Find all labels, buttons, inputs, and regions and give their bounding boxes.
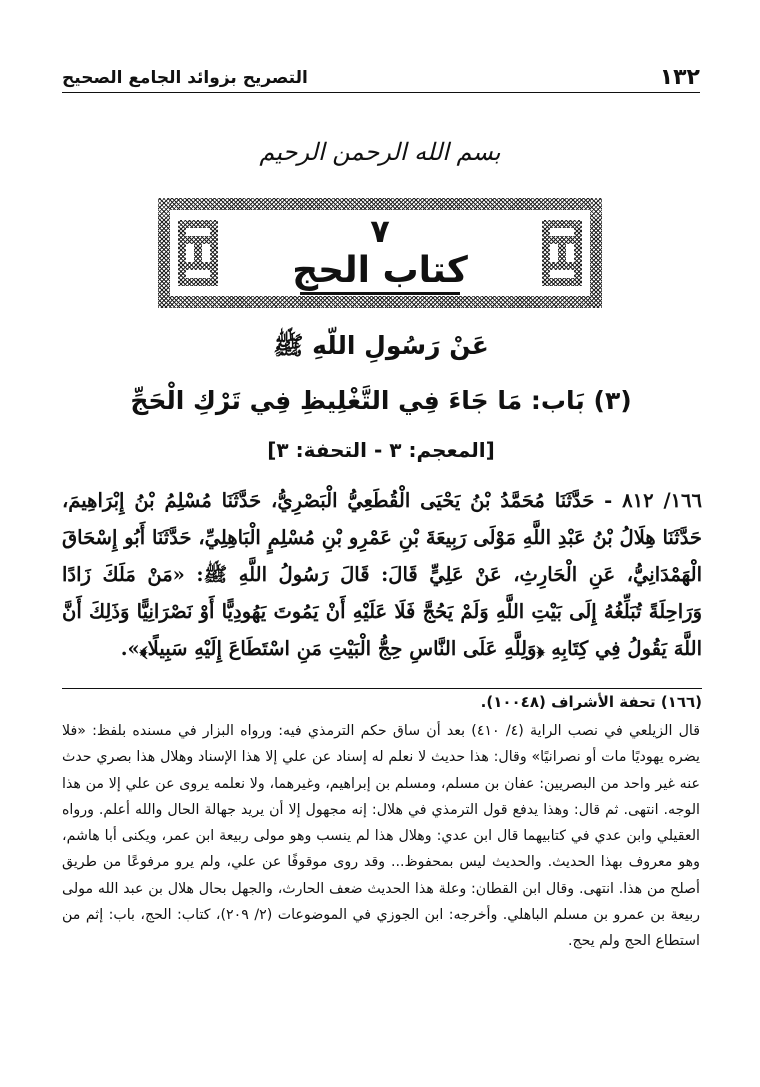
frame-border-left: [158, 198, 170, 308]
chapter-title-underline: [300, 292, 460, 295]
frame-border-right: [590, 198, 602, 308]
bab-title: (٣) بَاب: مَا جَاءَ فِي التَّغْلِيظِ فِي تَرْكِ الْحَجِّ: [130, 386, 632, 415]
chapter-name: كتاب الحج: [292, 250, 468, 291]
chapter-title-box: [230, 210, 530, 296]
book-title: التصريح بزوائد الجامع الصحيح: [62, 68, 308, 88]
frame-border-top: [158, 198, 602, 210]
chapter-number: ٧: [370, 212, 390, 250]
page-number: ١٣٢: [659, 65, 700, 90]
reference-line: [المعجم: ٣ - التحفة: ٣]: [267, 438, 495, 462]
running-header: [62, 58, 700, 93]
basmala-calligraphy: [230, 120, 530, 184]
footnote-reference: (١٦٦) تحفة الأشراف (١٠٠٤٨).: [62, 688, 702, 711]
hadith-text: ١٦٦/ ٨١٢ - حَدَّثَنَا مُحَمَّدُ بْنُ يَحْيَى الْقُطَعِيُّ الْبَصْرِيُّ، حَدَّثَنَا مُسْلِمُ بْنُ إِبْرَاهِيمَ، حَدَّثَنَا هِلَالُ بْنُ عَبْدِ اللَّهِ مَوْلَى رَبِيعَةَ بْنِ عَمْرِو بْنِ مُسْلِمٍ الْبَاهِلِيِّ، حَدَّثَنَا أَبُو إِسْحَاقَ الْهَمْدَانِيُّ، عَنِ الْحَارِثِ، عَنْ عَلِيٍّ قَالَ: قَالَ رَسُولُ اللَّهِ ﷺ: «مَنْ مَلَكَ زَادًا وَرَاحِلَةً تُبَلِّغُهُ إِلَى بَيْتِ اللَّهِ وَلَمْ يَحُجَّ فَلَا عَلَيْهِ أَنْ يَمُوتَ يَهُودِيًّا أَوْ نَصْرَانِيًّا وَذَلِكَ أَنَّ اللَّهَ يَقُولُ فِي كِتَابِهِ ﴿وَلِلَّهِ عَلَى النَّاسِ حِجُّ الْبَيْتِ مَنِ اسْتَطَاعَ إِلَيْهِ سَبِيلًا﴾».: [62, 489, 702, 660]
subheading: عَنْ رَسُولِ اللّهِ ﷺ: [273, 331, 489, 360]
frame-key-ornament-right: [542, 220, 582, 286]
footnote-text: قال الزيلعي في نصب الراية (٤/ ٤١٠) بعد أن ساق حكم الترمذي فيه: ورواه البزار في مسنده بلفظ: «فلا يضره يهوديًا مات أو نصرانيًا» وقال: هذا حديث لا نعلم له إسناد عن علي إلا هذا الإسناد وهلال هذا بصري حدث عنه غير واحد من البصريين: عفان بن مسلم، ومسلم بن إبراهيم، وغيرهما، ولا نعلمه يروى عن علي إلا من هذا الوجه. انتهى. ثم قال: وهذا يدفع قول الترمذي في هلال: إنه مجهول إلا أن يريد جهالة الحال والله أعلم. ورواه العقيلي وابن عدي في كتابيهما قال ابن عدي: وهلال هذا لم ينسب وهو مولى ربيعة ابن عمر، ويكنى أبا هاشم، وهو معروف بهذا الحديث. والحديث ليس بمحفوظ... وقد روى موقوفًا عن علي، ولم يرو مرفوعًا من طريق أصلح من هذا. انتهى. وقال ابن القطان: وعلة هذا الحديث ضعف الحارث، والجهل بحال هلال بن عبد الله مولى ربيعة بن عمرو بن مسلم الباهلي. وأخرجه: ابن الجوزي في الموضوعات (٢/ ٢٠٩)، كتاب: الحج، باب: إثم من استطاع الحج ولم يحج.: [62, 723, 701, 950]
frame-border-bottom: [158, 296, 602, 308]
basmala-text: بسم الله الرحمن الرحيم: [259, 138, 501, 166]
frame-key-ornament-left: [178, 220, 218, 286]
chapter-frame: [158, 198, 602, 308]
